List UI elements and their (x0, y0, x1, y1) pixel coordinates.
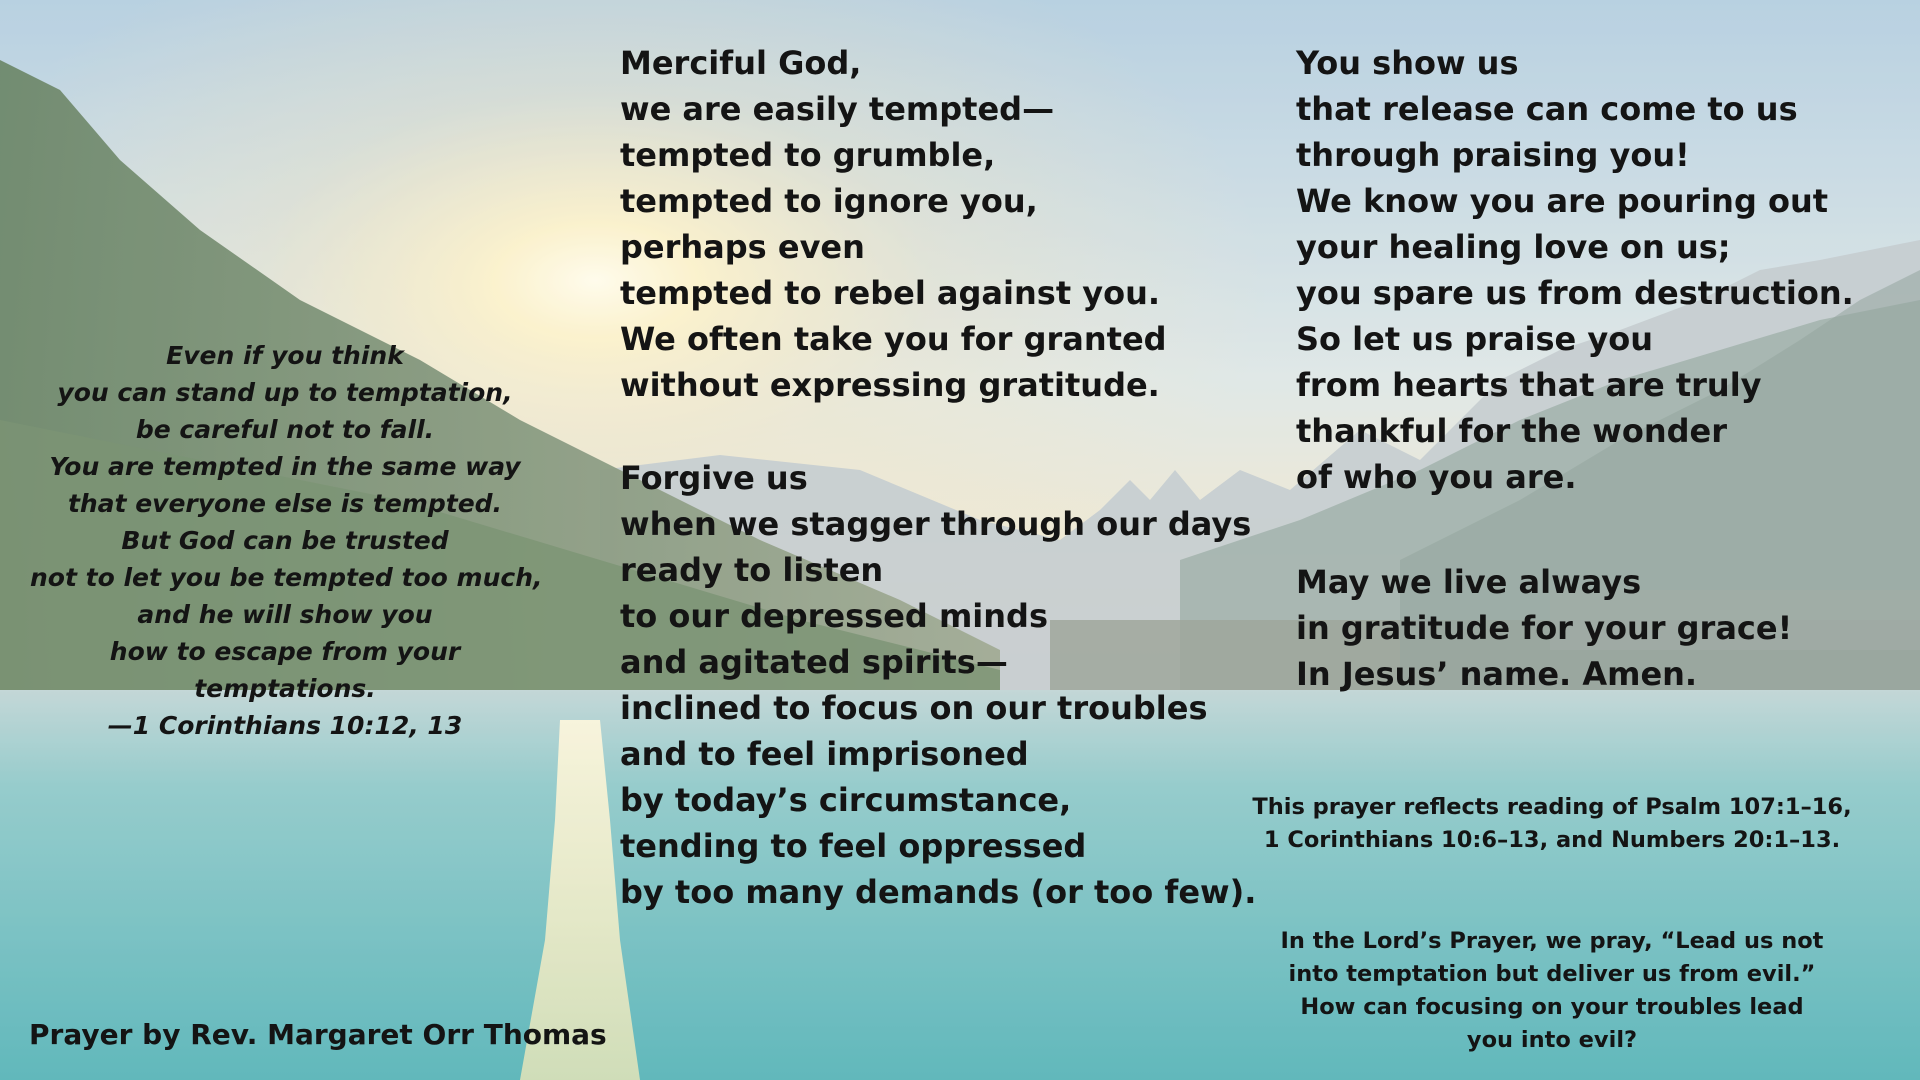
reflection-question (1242, 925, 1862, 1057)
verse-line: You are tempted in the same way (49, 452, 521, 481)
prayer-line: tempted to ignore you, (620, 182, 1038, 220)
prayer-line: through praising you! (1296, 136, 1690, 174)
prayer-line: tempted to rebel against you. (620, 274, 1161, 312)
prayer-line: and to feel imprisoned (620, 735, 1029, 773)
scripture-verse (30, 337, 543, 744)
prayer-line: from hearts that are truly (1296, 366, 1762, 404)
verse-line: Even if you think (166, 341, 404, 370)
author-byline: Prayer by Rev. Margaret Orr Thomas (29, 1018, 607, 1051)
prayer-line: of who you are. (1296, 458, 1577, 496)
prayer-column-middle (620, 40, 1257, 915)
prayer-line: and agitated spirits— (620, 643, 1008, 681)
prayer-column-right (1296, 40, 1896, 697)
prayer-line: You show us (1296, 44, 1519, 82)
prayer-line: you spare us from destruction. (1296, 274, 1854, 312)
prayer-stanza-4 (1296, 559, 1896, 697)
prayer-line: we are easily tempted— (620, 90, 1055, 128)
prayer-line: by too many demands (or too few). (620, 873, 1257, 911)
verse-line: not to let you be tempted too much, (30, 563, 543, 592)
prayer-line: your healing love on us; (1296, 228, 1731, 266)
prayer-line: Forgive us (620, 459, 808, 497)
prayer-line: We know you are pouring out (1296, 182, 1829, 220)
note-line: This prayer reflects reading of Psalm 107:1–16, (1252, 794, 1852, 820)
verse-line: be careful not to fall. (135, 415, 435, 444)
prayer-stanza-1 (620, 40, 1240, 408)
prayer-line: ready to listen (620, 551, 884, 589)
prayer-line: We often take you for granted (620, 320, 1167, 358)
prayer-line: when we stagger through our days (620, 505, 1252, 543)
prayer-line: In Jesus’ name. Amen. (1296, 655, 1698, 693)
prayer-stanza-3 (1296, 40, 1896, 500)
note-line: How can focusing on your troubles lead (1300, 994, 1804, 1020)
stanza-spacer (620, 408, 1240, 455)
prayer-line: Merciful God, (620, 44, 862, 82)
prayer-line: thankful for the wonder (1296, 412, 1728, 450)
note-line: In the Lord’s Prayer, we pray, “Lead us not (1280, 928, 1824, 954)
verse-citation: —1 Corinthians 10:12, 13 (107, 711, 463, 740)
prayer-line: tending to feel oppressed (620, 827, 1087, 865)
prayer-line: without expressing gratitude. (620, 366, 1160, 404)
verse-line: temptations. (194, 674, 376, 703)
prayer-line: in gratitude for your grace! (1296, 609, 1793, 647)
prayer-line: by today’s circumstance, (620, 781, 1072, 819)
reading-note (1242, 791, 1862, 857)
verse-line: that everyone else is tempted. (67, 489, 503, 518)
prayer-line: inclined to focus on our troubles (620, 689, 1208, 727)
prayer-line: that release can come to us (1296, 90, 1798, 128)
verse-line: how to escape from your (109, 637, 461, 666)
prayer-line: So let us praise you (1296, 320, 1654, 358)
stanza-spacer (1296, 500, 1896, 559)
verse-line: you can stand up to temptation, (57, 378, 513, 407)
prayer-stanza-2 (620, 455, 1257, 915)
verse-line: and he will show you (137, 600, 433, 629)
verse-line: But God can be trusted (121, 526, 449, 555)
prayer-line: tempted to grumble, (620, 136, 996, 174)
prayer-line: May we live always (1296, 563, 1642, 601)
prayer-line: perhaps even (620, 228, 865, 266)
prayer-line: to our depressed minds (620, 597, 1048, 635)
note-line: you into evil? (1466, 1027, 1638, 1053)
note-line: 1 Corinthians 10:6–13, and Numbers 20:1–13. (1263, 827, 1841, 853)
note-line: into temptation but deliver us from evil.” (1288, 961, 1816, 987)
